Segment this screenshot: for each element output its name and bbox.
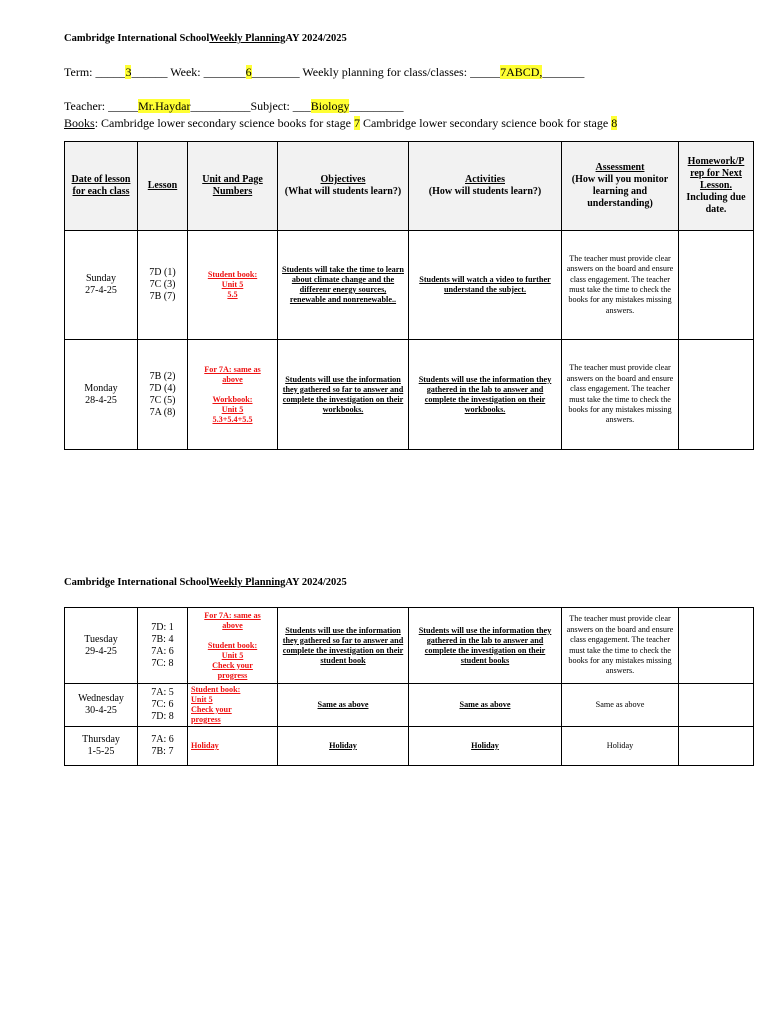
teacher-line: Teacher: _____Mr.Haydar__________Subject: ___Biology_________	[64, 99, 404, 113]
assessment-cell: The teacher must provide clear answers on the board and ensure class engagement. The teacher must take the time to check the books for any mistakes missing answers.	[562, 231, 679, 340]
objectives-cell: Holiday	[278, 727, 409, 766]
header-lesson: Lesson	[138, 142, 188, 231]
header-date: Date of lesson for each class	[65, 142, 138, 231]
books-label: Books	[64, 116, 95, 130]
date-cell: Thursday 1-5-25	[65, 727, 138, 766]
term-line: Term: _____3______ Week: _______6________ Weekly planning for class/classes: _____7ABCD,_______	[64, 65, 585, 79]
unit-cell: Student book: Unit 5 5.5	[188, 231, 278, 340]
books-stage-8: 8	[611, 116, 618, 130]
objectives-cell: Students will use the information they gathered so far to answer and complete the investigation on their student book	[278, 608, 409, 684]
books-line: Books: Cambridge lower secondary science books for stage 7 Cambridge lower secondary science book for stage 8	[64, 116, 618, 130]
subject-value: Biology	[310, 99, 350, 113]
table-row	[65, 340, 754, 450]
unit-cell: Student book: Unit 5 Check your progress	[188, 684, 278, 727]
activities-cell: Students will use the information they gathered in the lab to answer and complete the investigation on their student books	[409, 608, 562, 684]
table-row	[65, 608, 754, 684]
header-unit: Unit and Page Numbers	[188, 142, 278, 231]
lesson-cell: 7B (2) 7D (4) 7C (5) 7A (8)	[138, 340, 188, 450]
table-row	[65, 231, 754, 340]
table-row	[65, 727, 754, 766]
homework-cell	[679, 231, 754, 340]
header-row	[65, 142, 754, 231]
date-cell: Tuesday 29-4-25	[65, 608, 138, 684]
teacher-value: Mr.Haydar	[138, 99, 191, 113]
assessment-cell: The teacher must provide clear answers on the board and ensure class engagement. The teacher must take the time to check the books for any mistakes missing answers.	[562, 608, 679, 684]
header-objectives: Objectives (What will students learn?)	[278, 142, 409, 231]
term-value: 3	[125, 65, 132, 79]
unit-cell: For 7A: same as above Student book: Unit 5 Check your progress	[188, 608, 278, 684]
header-assessment: Assessment (How will you monitor learning and understanding)	[562, 142, 679, 231]
lesson-cell: 7A: 6 7B: 7	[138, 727, 188, 766]
activities-cell: Students will use the information they gathered in the lab to answer and complete the investigation on their workbooks.	[409, 340, 562, 450]
school-header-2: Cambridge International SchoolWeekly PlanningAY 2024/2025	[64, 577, 347, 588]
activities-cell: Students will watch a video to further understand the subject.	[409, 231, 562, 340]
date-cell: Sunday 27-4-25	[65, 231, 138, 340]
objectives-cell: Students will use the information they gathered so far to answer and complete the investigation on their workbooks.	[278, 340, 409, 450]
unit-cell: For 7A: same as above Workbook: Unit 5 5.3+5.4+5.5	[188, 340, 278, 450]
weekly-plan-table-2	[64, 607, 754, 766]
table-row	[65, 684, 754, 727]
date-cell: Wednesday 30-4-25	[65, 684, 138, 727]
header-activities: Activities (How will students learn?)	[409, 142, 562, 231]
objectives-cell: Students will take the time to learn about climate change and the differenr energy sources, renewable and nonrenewable..	[278, 231, 409, 340]
assessment-cell: The teacher must provide clear answers on the board and ensure class engagement. The teacher must take the time to check the books for any mistakes missing answers.	[562, 340, 679, 450]
homework-cell	[679, 727, 754, 766]
assessment-cell: Holiday	[562, 727, 679, 766]
weekly-plan-table-1	[64, 141, 754, 450]
activities-cell: Same as above	[409, 684, 562, 727]
homework-cell	[679, 340, 754, 450]
weekly-planning-title: Weekly Planning	[209, 33, 286, 44]
lesson-cell: 7D (1) 7C (3) 7B (7)	[138, 231, 188, 340]
date-cell: Monday 28-4-25	[65, 340, 138, 450]
lesson-cell: 7D: 1 7B: 4 7A: 6 7C: 8	[138, 608, 188, 684]
activities-cell: Holiday	[409, 727, 562, 766]
objectives-cell: Same as above	[278, 684, 409, 727]
unit-cell: Holiday	[188, 727, 278, 766]
classes-value: 7ABCD,	[500, 65, 543, 79]
homework-cell	[679, 608, 754, 684]
school-header-1	[64, 33, 347, 44]
homework-cell	[679, 684, 754, 727]
books-stage-7: 7	[353, 116, 360, 130]
lesson-cell: 7A: 5 7C: 6 7D: 8	[138, 684, 188, 727]
academic-year: AY 2024/2025	[285, 33, 347, 44]
school-name: Cambridge International School	[64, 33, 210, 44]
header-homework: Homework/P rep for Next Lesson. Including due date.	[679, 142, 754, 231]
week-value: 6	[245, 65, 252, 79]
assessment-cell: Same as above	[562, 684, 679, 727]
